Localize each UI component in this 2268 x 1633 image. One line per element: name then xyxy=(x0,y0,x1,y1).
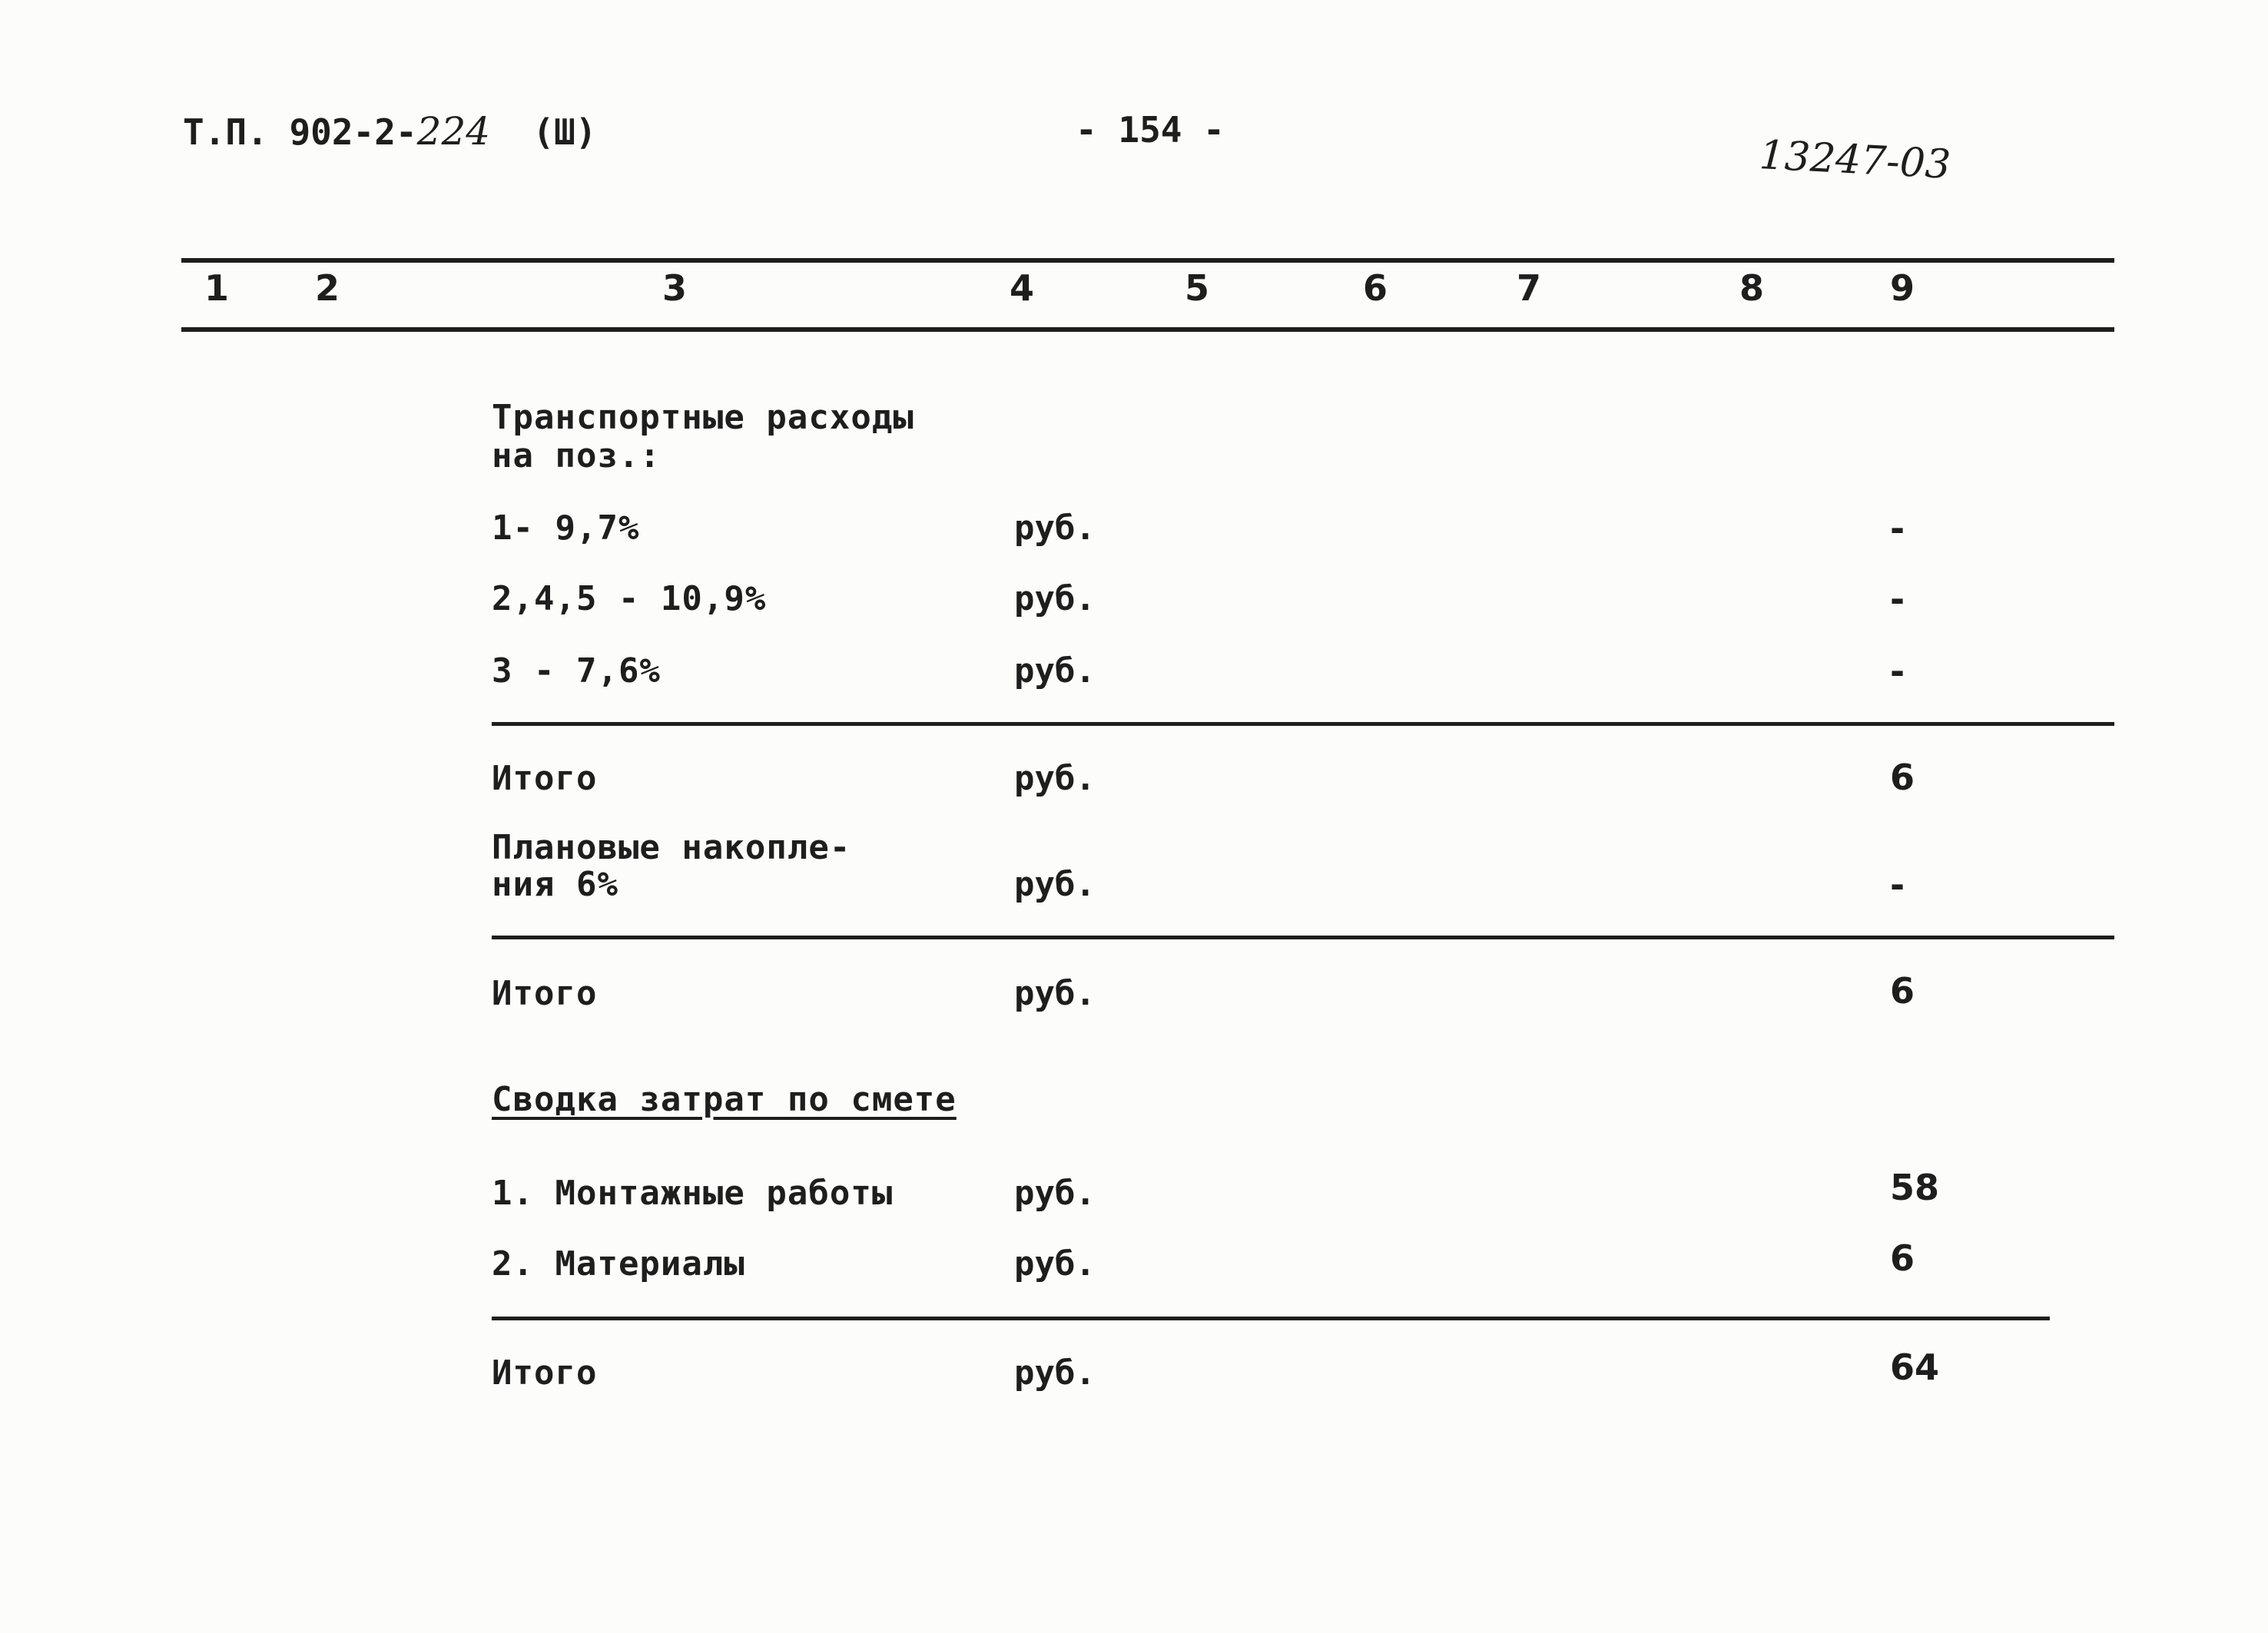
document-code xyxy=(183,109,597,154)
summary-row-value: 6 xyxy=(1890,1237,1915,1279)
table-top-rule xyxy=(181,258,2114,263)
total-value: 64 xyxy=(1890,1346,1940,1388)
transport-row-value: - xyxy=(1890,578,1905,620)
column-number-1: 1 xyxy=(204,267,230,309)
transport-row-label: 3 - 7,6% xyxy=(492,651,661,691)
planned-savings-line1: Плановые накопле- xyxy=(492,828,851,867)
transport-heading-line2: на поз.: xyxy=(492,436,661,475)
transport-row-label: 1- 9,7% xyxy=(492,508,640,548)
summary-row-unit: руб. xyxy=(1014,1244,1096,1284)
column-number-8: 8 xyxy=(1739,267,1765,309)
summary-row-value: 58 xyxy=(1890,1167,1940,1208)
transport-heading-line1: Транспортные расходы xyxy=(492,398,914,437)
transport-row-unit: руб. xyxy=(1014,508,1096,548)
page-number: - 154 - xyxy=(1076,109,1225,151)
column-number-6: 6 xyxy=(1362,267,1388,309)
summary-row-label: 2. Материалы xyxy=(492,1244,745,1284)
subtotal-rule-2 xyxy=(492,936,2114,939)
transport-row-unit: руб. xyxy=(1014,651,1096,691)
planned-savings-value: - xyxy=(1890,864,1905,906)
column-number-7: 7 xyxy=(1516,267,1542,309)
total-label: Итого xyxy=(492,1353,598,1393)
document-code-handwritten: 224 xyxy=(416,109,491,154)
transport-row-unit: руб. xyxy=(1014,579,1096,618)
column-number-9: 9 xyxy=(1889,267,1915,309)
summary-row-label: 1. Монтажные работы xyxy=(492,1174,894,1213)
total-unit: руб. xyxy=(1014,759,1096,798)
column-number-3: 3 xyxy=(662,267,688,309)
transport-row-value: - xyxy=(1890,651,1905,692)
column-number-5: 5 xyxy=(1184,267,1210,309)
planned-savings-line2: ния 6% xyxy=(492,865,618,904)
planned-savings-unit: руб. xyxy=(1014,865,1096,904)
subtotal-rule-3 xyxy=(492,1317,2050,1320)
document-code-suffix: (Ш) xyxy=(532,111,597,153)
total-value: 6 xyxy=(1890,970,1915,1012)
subtotal-rule-1 xyxy=(492,722,2114,726)
total-unit: руб. xyxy=(1014,1353,1096,1393)
document-code-prefix: Т.П. 902-2- xyxy=(183,111,417,153)
total-label: Итого xyxy=(492,974,598,1013)
total-value: 6 xyxy=(1890,757,1915,798)
column-number-2: 2 xyxy=(314,267,340,309)
transport-row-value: - xyxy=(1890,508,1905,549)
column-number-4: 4 xyxy=(1009,267,1035,309)
archive-number: 13247-03 xyxy=(1758,132,1952,188)
transport-row-label: 2,4,5 - 10,9% xyxy=(492,579,767,618)
summary-title: Сводка затрат по смете xyxy=(492,1080,957,1119)
summary-row-unit: руб. xyxy=(1014,1174,1096,1213)
total-label: Итого xyxy=(492,759,598,798)
total-unit: руб. xyxy=(1014,974,1096,1013)
table-header-bottom-rule xyxy=(181,327,2114,332)
